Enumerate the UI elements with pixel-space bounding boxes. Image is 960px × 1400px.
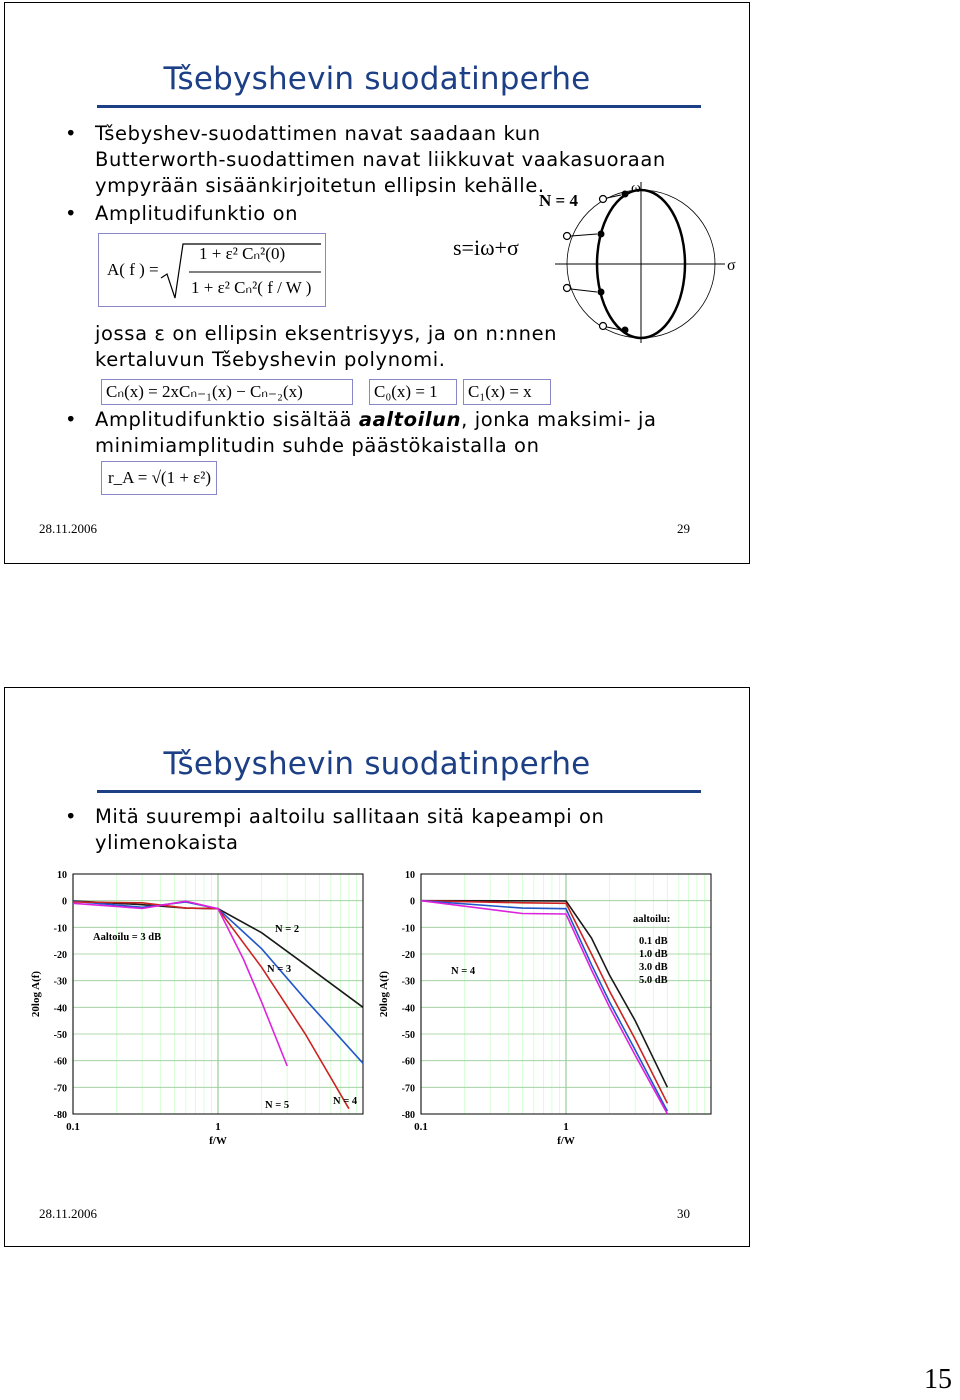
y-tick-label: -80 — [401, 1110, 415, 1121]
ripple-ratio-formula: r_A = √(1 + ε²) — [101, 461, 217, 495]
chart-annotation: N = 3 — [267, 964, 292, 975]
series-line — [73, 901, 287, 1066]
bullet-1-line-1: Mitä suurempi aaltoilu sallitaan sitä kapeampi on — [95, 805, 605, 828]
bullet-3-line-1 — [95, 407, 657, 433]
chart-ripple-order — [27, 858, 377, 1158]
x-tick-label: 1 — [563, 1121, 569, 1133]
y-axis-label: 20log A(f) — [30, 970, 42, 1018]
pole-diagram — [539, 178, 745, 343]
y-tick-label: -30 — [53, 976, 67, 988]
chart-ripple-levels — [375, 858, 725, 1158]
bullet-1-line-3: ympyrään sisäänkirjoitetun ellipsin kehälle. — [95, 174, 545, 197]
chart-annotation: 0.1 dB — [639, 936, 668, 947]
y-tick-label: -60 — [53, 1056, 67, 1068]
slide-29 — [4, 2, 750, 564]
formula-lhs: A( f ) = — [107, 260, 159, 279]
jossa-line-1: jossa ε on ellipsin eksentrisyys, ja on n:nnen — [95, 322, 558, 345]
bullet-1-line-2: ylimenokaista — [95, 831, 239, 854]
chart-annotation: 5.0 dB — [639, 975, 668, 986]
jossa-line-2: kertaluvun Tšebyshevin polynomi. — [95, 348, 446, 371]
n-label: N = 4 — [539, 191, 578, 210]
chart-annotation: 1.0 dB — [639, 949, 668, 960]
title-rule — [97, 790, 701, 793]
chart-annotation: Aaltoilu = 3 dB — [93, 932, 162, 943]
slide-30 — [4, 687, 750, 1247]
x-tick-label: 1 — [215, 1121, 221, 1133]
bullet-3-post: , jonka maksimi- ja — [461, 408, 657, 431]
c0-formula: C₀(x) = 1 — [369, 379, 457, 405]
bullet-2-text: Amplitudifunktio on — [95, 202, 299, 225]
bullet-3-line-2: minimiamplitudin suhde päästökaistalla on — [95, 434, 540, 457]
y-tick-label: -50 — [401, 1030, 415, 1041]
y-tick-label: -40 — [401, 1003, 415, 1015]
bullet-dot: • — [65, 202, 78, 225]
bullet-dot: • — [65, 408, 78, 431]
slide-number: 29 — [677, 521, 690, 536]
chart-annotation: N = 2 — [275, 924, 300, 935]
bullet-dot: • — [65, 122, 78, 145]
slide-number: 30 — [677, 1206, 690, 1221]
y-tick-label: -60 — [401, 1056, 415, 1068]
bullet-3-pre: Amplitudifunktio sisältää — [95, 408, 359, 431]
sigma-label: σ — [727, 257, 736, 274]
bullet-1-line-2: Butterworth-suodattimen navat liikkuvat vaakasuoraan — [95, 148, 666, 171]
y-tick-label: -80 — [53, 1110, 67, 1121]
slide-title: Tšebyshevin suodatinperhe — [163, 61, 591, 97]
c1-formula: C₁(x) = x — [463, 379, 551, 405]
y-tick-label: -50 — [53, 1030, 67, 1041]
amplitude-formula — [98, 233, 326, 307]
chart-annotation: N = 5 — [265, 1100, 290, 1111]
bullet-1-line-1: Tšebyshev-suodattimen navat saadaan kun — [95, 122, 541, 145]
x-tick-label: 0.1 — [66, 1121, 80, 1133]
page-number: 15 — [924, 1364, 952, 1395]
y-tick-label: -40 — [53, 1003, 67, 1015]
y-tick-label: 10 — [405, 870, 415, 881]
recurrence-formula: Cₙ(x) = 2xCₙ₋₁(x) − Cₙ₋₂(x) — [101, 379, 353, 405]
series-line — [421, 901, 667, 1088]
jossa-text — [95, 321, 557, 373]
y-tick-label: -10 — [401, 923, 415, 935]
y-tick-label: -70 — [401, 1083, 415, 1095]
x-axis-label: f/W — [557, 1135, 575, 1147]
series-line — [421, 901, 667, 1112]
chart-annotation: N = 4 — [333, 1096, 358, 1107]
bullet-1 — [65, 804, 605, 856]
y-tick-label: 10 — [57, 870, 67, 881]
x-axis-label: f/W — [209, 1135, 227, 1147]
formula-numerator: 1 + ε² Cₙ²(0) — [199, 244, 286, 263]
chebyshev-poles — [598, 191, 629, 334]
bullet-2 — [65, 201, 299, 227]
y-tick-label: -10 — [53, 923, 67, 935]
y-tick-label: -20 — [53, 950, 67, 961]
y-tick-label: -70 — [53, 1083, 67, 1095]
y-tick-label: 0 — [410, 896, 415, 908]
omega-label: ω — [631, 180, 641, 196]
slide-date: 28.11.2006 — [39, 1206, 98, 1221]
y-tick-label: -30 — [401, 976, 415, 988]
y-tick-label: 0 — [62, 896, 67, 908]
chart-annotation: aaltoilu: — [633, 914, 671, 925]
x-tick-label: 0.1 — [414, 1121, 428, 1133]
chart-annotation: 3.0 dB — [639, 962, 668, 973]
slide-date: 28.11.2006 — [39, 521, 98, 536]
s-definition: s=iω+σ — [453, 235, 519, 260]
formula-denominator: 1 + ε² Cₙ²( f / W ) — [191, 278, 312, 297]
y-tick-label: -20 — [401, 950, 415, 961]
slide-title: Tšebyshevin suodatinperhe — [163, 746, 591, 782]
title-rule — [97, 105, 701, 108]
bullet-dot: • — [65, 805, 78, 828]
bullet-3-emphasis: aaltoilun — [358, 408, 462, 431]
chart-annotation: N = 4 — [451, 966, 476, 977]
y-axis-label: 20log A(f) — [378, 970, 390, 1018]
bullet-3 — [65, 407, 657, 459]
series-line — [421, 901, 667, 1104]
